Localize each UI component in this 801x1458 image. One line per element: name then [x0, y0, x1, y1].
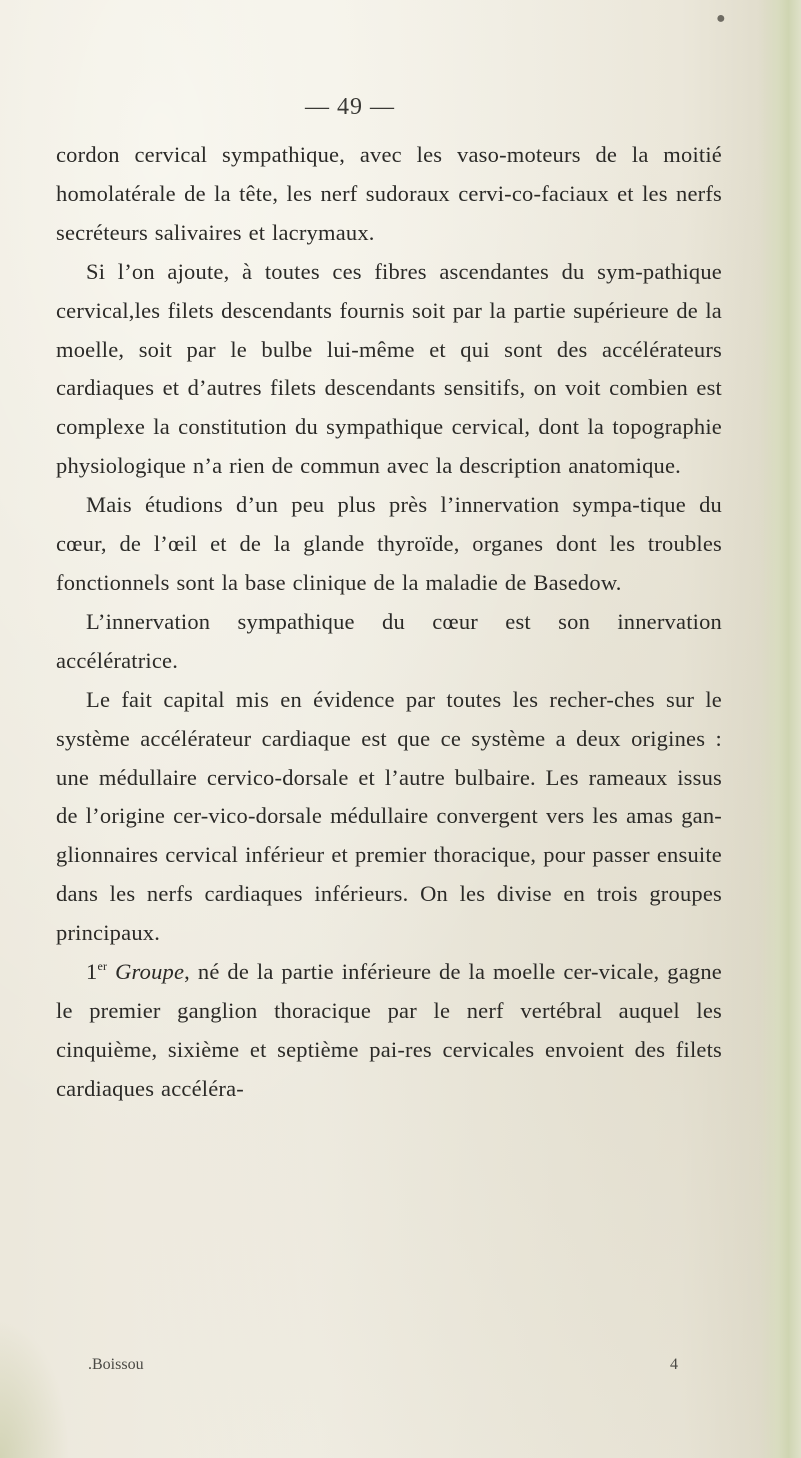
paragraph-6-text: , né de la partie inférieure de la moelle cer-vicale, gagne le premier ganglion thoracique par le nerf vertébral auquel les cinquième, sixième et septième pai-res cervicales envoient des filets cardiaques accéléra-: [56, 959, 722, 1101]
signature-mark: .Boissou: [88, 1356, 144, 1373]
paragraph-1: cordon cervical sympathique, avec les vaso-moteurs de la moitié homolatérale de la tête, les nerf sudoraux cervi-co-faciaux et les nerfs secréteurs salivaires et lacrymaux.: [56, 142, 722, 245]
group-label: Groupe: [115, 959, 185, 985]
page-edge-discoloration: [759, 0, 801, 1458]
paragraph-2: Si l’on ajoute, à toutes ces fibres ascendantes du sym-pathique cervical,les filets descendants fournis soit par la partie supérieure de la moelle, soit par le bulbe lui-même et qui sont des accélérateurs cardiaques et d’autres filets descendants sensitifs, on voit combien est complexe la constitution du sympathique cervical, dont la topographie physiologique n’a rien de commun avec la description anatomique.: [56, 258, 722, 479]
page-corner-stain: [0, 1318, 70, 1458]
body-text: [56, 136, 722, 1109]
paragraph-4: L’innervation sympathique du cœur est son innervation accélératrice.: [56, 608, 722, 673]
page-number: — 49 —: [305, 94, 395, 120]
paragraph-6: [56, 953, 722, 1109]
paragraph-5: Le fait capital mis en évidence par toutes les recher-ches sur le système accélérateur cardiaque est que ce système a deux origines : une médullaire cervico-dorsale et l’autre bulbaire. Les rameaux issus de l’origine cer-vico-dorsale médullaire convergent vers les amas gan-glionnaires cervical inférieur et premier thoracique, pour passer ensuite dans les nerfs cardiaques inférieurs. On les divise en trois groupes principaux.: [56, 686, 722, 946]
paragraph-3: Mais étudions d’un peu plus près l’innervation sympa-tique du cœur, de l’œil et de la glande thyroïde, organes dont les troubles fonctionnels sont la base clinique de la maladie de Basedow.: [56, 492, 722, 595]
sheet-number: 4: [670, 1356, 678, 1373]
group-number: 1: [86, 959, 98, 985]
ink-dot-mark: ●: [716, 10, 726, 27]
group-number-suffix: er: [97, 959, 108, 974]
